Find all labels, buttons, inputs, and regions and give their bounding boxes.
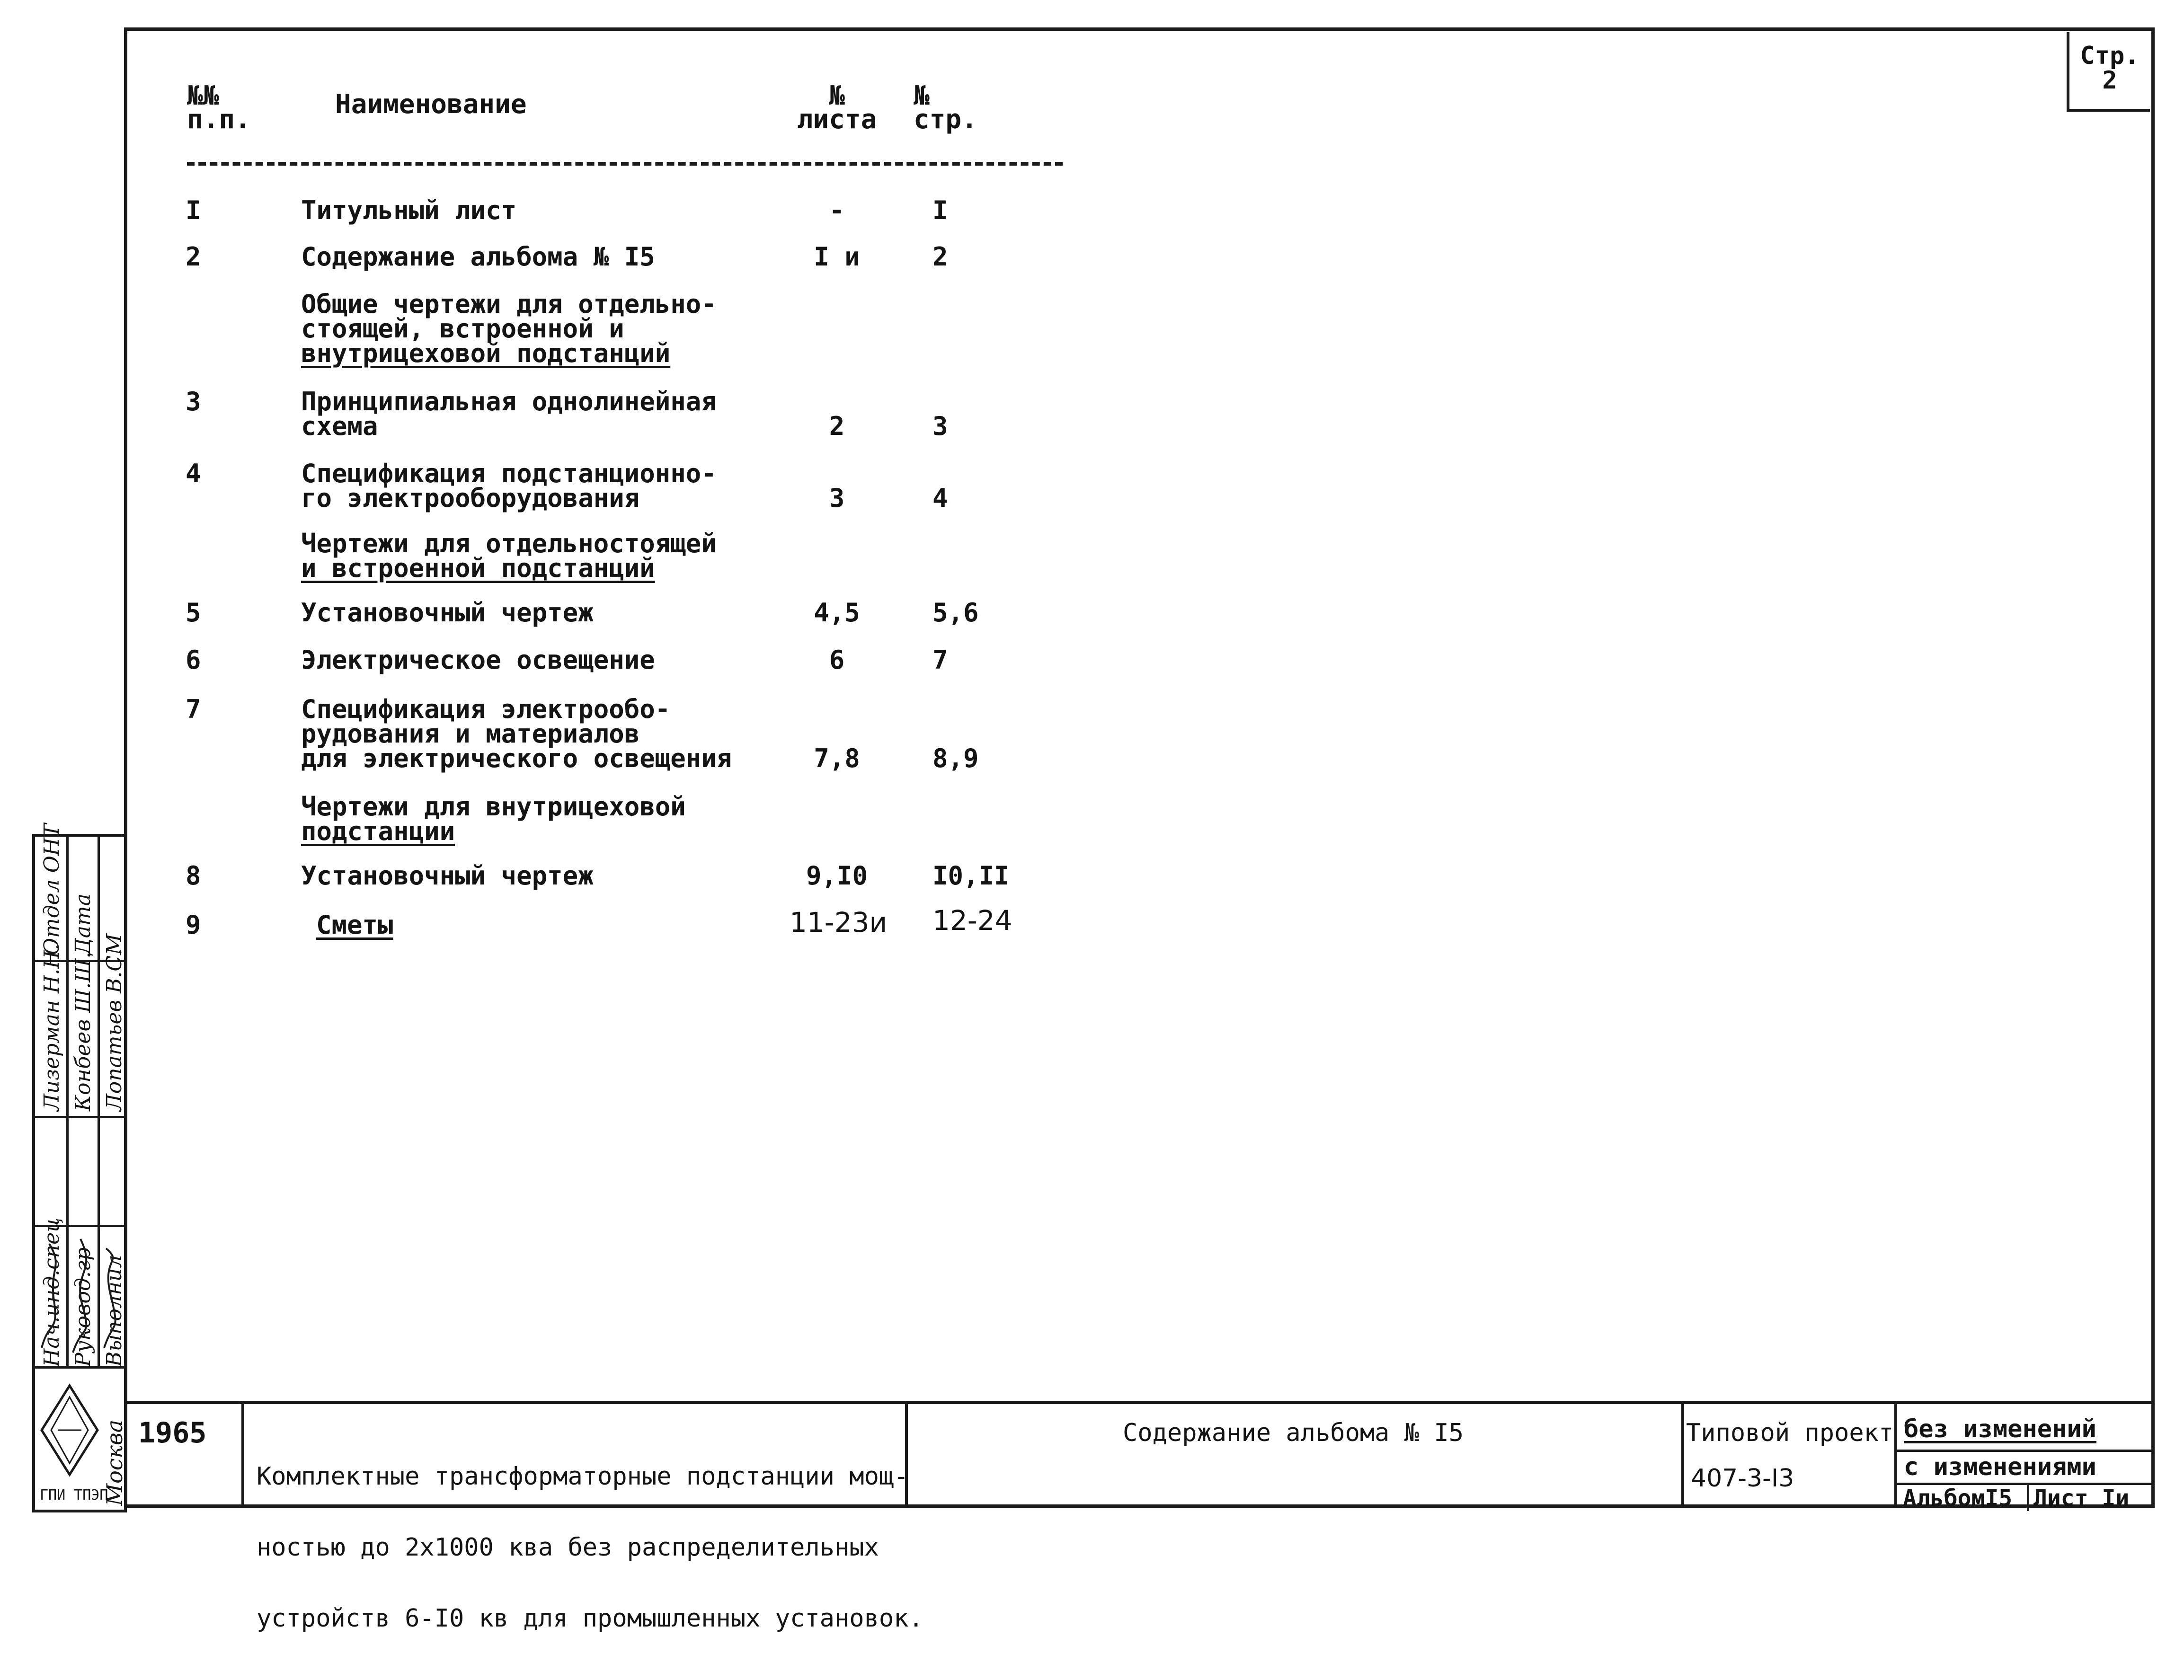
row-number: 8 (186, 861, 201, 891)
row-page: 12-24 (932, 904, 1012, 937)
header-sheet: № листа (797, 80, 877, 135)
stamp-name: Лизерман Н.Н. (40, 944, 64, 1111)
title-block (124, 1401, 2155, 1633)
row-name: Сметы (316, 910, 393, 940)
title-description: Комплектные трансформаторные подстанции мощ- ностью до 2х1000 ква без распределительных устройств 6-I0 кв для промышленных установок. (257, 1462, 923, 1633)
stamp-month: М (102, 933, 126, 955)
row-sheet: 2 (829, 411, 845, 441)
album-number: АльбомI5 (1903, 1485, 2013, 1512)
page-number-box (2067, 32, 2150, 112)
row-sheet: 6 (829, 645, 845, 675)
status-no-changes: без изменений (1904, 1415, 2096, 1443)
signature-marks (35, 1225, 125, 1367)
row-name: Чертежи для внутрицеховой (301, 792, 686, 822)
row-number: I (186, 195, 201, 225)
title-project-label: Типовой проект (1686, 1419, 1894, 1447)
stamp-date: Дата (71, 893, 95, 955)
row-name: Установочный чертеж (301, 861, 594, 891)
row-page: 5,6 (932, 598, 979, 628)
title-project-number: 407-3-I3 (1691, 1464, 1794, 1493)
row-name: внутрицеховой подстанций (301, 338, 671, 368)
row-number: 2 (186, 242, 201, 272)
stamp-role: Нач.инд.спец (40, 1218, 64, 1367)
title-sheet-name: Содержание альбома № I5 (1122, 1419, 1464, 1447)
row-name: Чертежи для отдельностоящей (301, 529, 717, 558)
sheet-number: Лист Iи (2033, 1485, 2130, 1512)
row-number: 5 (186, 598, 201, 628)
row-name: рудования и материалов (301, 719, 640, 749)
approval-stamp (32, 823, 127, 1369)
row-sheet: 3 (829, 483, 845, 513)
row-page: 7 (932, 645, 948, 675)
row-number: 7 (186, 694, 201, 724)
title-block-divider (241, 1404, 244, 1508)
logo-text: ГПИ ТПЭП (40, 1487, 108, 1503)
stamp-role: Выполнил (102, 1255, 126, 1367)
row-sheet: 9,I0 (806, 861, 868, 891)
header-num: №№ п.п. (187, 80, 251, 135)
logo-city: Москва (102, 1419, 127, 1506)
title-year: 1965 (138, 1416, 207, 1450)
title-block-divider (1894, 1404, 1897, 1508)
page-number: 2 (2102, 66, 2117, 95)
row-sheet: 4,5 (814, 598, 860, 628)
organization-logo-box (32, 1369, 127, 1512)
row-name: Электрическое освещение (301, 645, 655, 675)
row-number: 6 (186, 645, 201, 675)
row-sheet: I и (814, 242, 860, 272)
row-name: Спецификация подстанционно- (301, 459, 717, 488)
row-name: стоящей, встроенной и (301, 314, 624, 344)
row-sheet: 11-23и (790, 906, 888, 938)
stamp-name: Конбеев Ш.Ш. (71, 952, 95, 1111)
row-sheet: 7,8 (814, 743, 860, 773)
stamp-dept: Отдел ОНТ (40, 823, 64, 955)
title-block-divider (1894, 1450, 2155, 1452)
row-name: подстанции (301, 816, 455, 846)
stamp-divider (35, 1116, 124, 1118)
row-page: 3 (932, 411, 948, 441)
row-number: 3 (186, 387, 201, 416)
title-block-divider (2027, 1483, 2029, 1511)
organization-logo (39, 1383, 100, 1477)
stamp-role: Руковод.гр (71, 1247, 95, 1367)
row-sheet: - (829, 195, 845, 225)
row-name: Общие чертежи для отдельно- (301, 289, 717, 319)
row-page: 8,9 (932, 743, 979, 773)
row-number: 4 (186, 459, 201, 488)
row-name: схема (301, 411, 378, 441)
row-page: I (932, 195, 948, 225)
stamp-name: Лопатьев В.С. (102, 948, 126, 1111)
row-name: Принципиальная однолинейная (301, 387, 717, 416)
row-page: 2 (932, 242, 948, 272)
row-name: Титульный лист (301, 195, 517, 225)
row-name: Спецификация электрообо- (301, 694, 671, 724)
row-name: Установочный чертеж (301, 598, 594, 628)
row-page: 4 (932, 483, 948, 513)
row-page: I0,II (932, 861, 1010, 891)
header-separator (187, 162, 1063, 166)
page-label: Стр. (2080, 42, 2140, 70)
row-name: Содержание альбома № I5 (301, 242, 655, 272)
row-name: для электрического освещения (301, 743, 732, 773)
row-name: го электрооборудования (301, 483, 640, 513)
header-name: Наименование (335, 89, 527, 120)
header-page: № стр. (914, 80, 977, 135)
title-block-divider (1681, 1404, 1684, 1508)
row-number: 9 (186, 910, 201, 940)
row-name: и встроенной подстанций (301, 553, 655, 583)
status-with-changes: с изменениями (1904, 1453, 2096, 1481)
